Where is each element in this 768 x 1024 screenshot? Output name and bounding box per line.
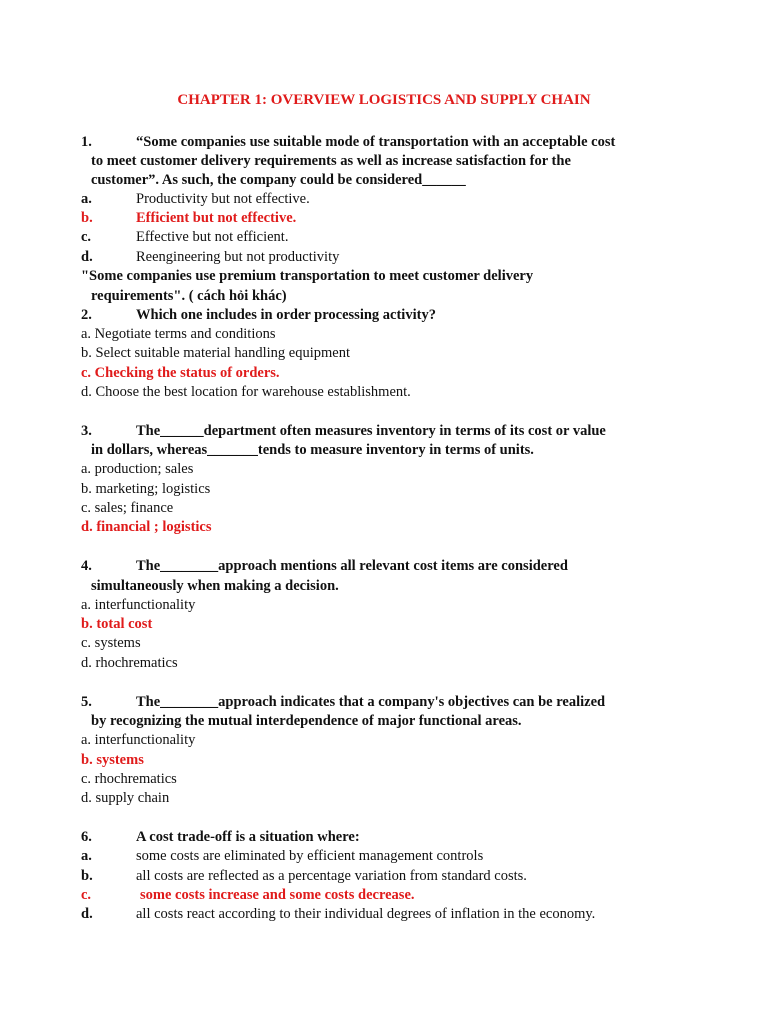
option-text: all costs react according to their individual degrees of inflation in the economy. xyxy=(136,906,596,922)
question-number: 2. xyxy=(81,307,92,323)
alternate-question: requirements". ( cách hỏi khác) xyxy=(91,288,287,304)
option-letter: d. xyxy=(81,906,93,922)
option-text: some costs are eliminated by efficient management controls xyxy=(136,848,484,864)
option-text: Reengineering but not productivity xyxy=(136,249,340,265)
option-text: Effective but not efficient. xyxy=(136,229,289,245)
question-number: 4. xyxy=(81,558,92,574)
question-stem: A cost trade-off is a situation where: xyxy=(136,829,360,845)
option: b. Select suitable material handling equipment xyxy=(81,345,350,361)
option-text: Productivity but not effective. xyxy=(136,191,310,207)
question-stem: The________approach mentions all relevant cost items are considered xyxy=(136,558,568,574)
question-stem: customer”. As such, the company could be considered______ xyxy=(91,172,466,188)
question-stem: in dollars, whereas_______tends to measure inventory in terms of units. xyxy=(91,442,534,458)
option: a. Negotiate terms and conditions xyxy=(81,326,276,342)
option-text-correct: some costs increase and some costs decrease. xyxy=(140,887,415,903)
question-stem: The________approach indicates that a company's objectives can be realized xyxy=(136,694,606,710)
option: c. systems xyxy=(81,635,141,651)
option: d. supply chain xyxy=(81,790,170,806)
option-correct: d. financial ; logistics xyxy=(81,519,212,535)
option: c. rhochrematics xyxy=(81,771,177,787)
option-correct: b. total cost xyxy=(81,616,153,632)
option: a. interfunctionality xyxy=(81,732,196,748)
question-number: 5. xyxy=(81,694,92,710)
question-stem: to meet customer delivery requirements as well as increase satisfaction for the xyxy=(91,153,571,169)
question-number: 1. xyxy=(81,134,92,150)
option: b. marketing; logistics xyxy=(81,481,211,497)
option-letter: a. xyxy=(81,191,92,207)
option-letter-correct: c. xyxy=(81,887,92,903)
alternate-question: "Some companies use premium transportation to meet customer delivery xyxy=(81,268,534,284)
question-stem: by recognizing the mutual interdependence of major functional areas. xyxy=(91,713,522,729)
question-number: 3. xyxy=(81,423,92,439)
option: a. interfunctionality xyxy=(81,597,196,613)
option-correct: b. systems xyxy=(81,752,144,768)
question-number: 6. xyxy=(81,829,92,845)
question-stem: simultaneously when making a decision. xyxy=(91,578,339,594)
option-letter-correct: b. xyxy=(81,210,93,226)
option: a. production; sales xyxy=(81,461,194,477)
option-text: all costs are reflected as a percentage variation from standard costs. xyxy=(136,868,527,884)
question-stem: The______department often measures inventory in terms of its cost or value xyxy=(136,423,606,439)
option: c. sales; finance xyxy=(81,500,174,516)
option-text-correct: Efficient but not effective. xyxy=(136,210,297,226)
page-title: CHAPTER 1: OVERVIEW LOGISTICS AND SUPPLY CHAIN xyxy=(177,92,591,108)
option-letter: a. xyxy=(81,848,92,864)
option-correct: c. Checking the status of orders. xyxy=(81,365,280,381)
option-letter: b. xyxy=(81,868,93,884)
option-letter: c. xyxy=(81,229,92,245)
option-letter: d. xyxy=(81,249,93,265)
option: d. Choose the best location for warehouse establishment. xyxy=(81,384,411,400)
question-stem: Which one includes in order processing activity? xyxy=(136,307,436,323)
question-stem: “Some companies use suitable mode of transportation with an acceptable cost xyxy=(136,134,616,150)
option: d. rhochrematics xyxy=(81,655,178,671)
